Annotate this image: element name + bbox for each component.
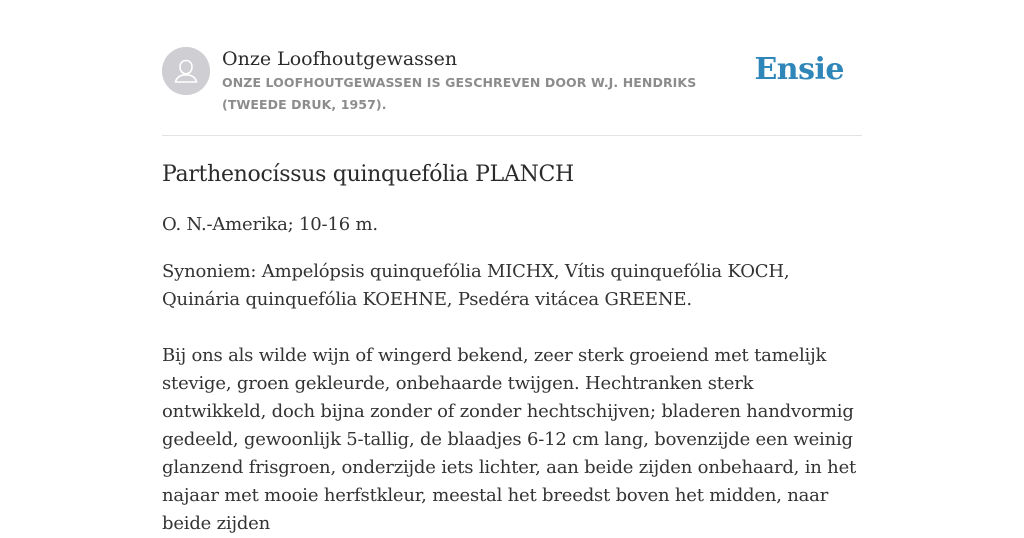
book-title[interactable]: Onze Loofhoutgewassen: [222, 48, 458, 70]
brand-logo[interactable]: Ensie: [754, 52, 844, 87]
entry-synonyms: Synoniem: Ampelópsis quinquefólia MICHX, Vítis quinquefólia KOCH, Quinária quinquefólia KOEHNE, Psedéra vitácea GREENE.: [162, 261, 790, 310]
entry-distribution: O. N.-Amerika; 10-16 m.: [162, 214, 378, 235]
user-silhouette-icon: [162, 47, 210, 95]
entry-content: [162, 158, 862, 538]
avatar[interactable]: [162, 47, 210, 95]
book-subtitle: ONZE LOOFHOUTGEWASSEN IS GESCHREVEN DOOR W.J. HENDRIKS (TWEEDE DRUK, 1957).: [222, 75, 697, 112]
entry-title: Parthenocíssus quinquefólia PLANCH: [162, 162, 574, 187]
entry-description: Bij ons als wilde wijn of wingerd bekend, zeer sterk groeiend met tamelijk stevige, groen gekleurde, onbehaarde twijgen. Hechtranken sterk ontwikkeld, doch bijna zonder of zonder hechtschijven; bladeren handvormig gedeeld, gewoonlijk 5-tallig, de blaadjes 6-12 cm lang, bovenzijde een weinig glanzend frisgroen, onderzijde iets lichter, aan beide zijden onbehaard, in het najaar met mooie herfstkleur, meestal het breedst boven het midden, naar beide zijden: [162, 345, 857, 534]
page-header: [162, 44, 862, 136]
